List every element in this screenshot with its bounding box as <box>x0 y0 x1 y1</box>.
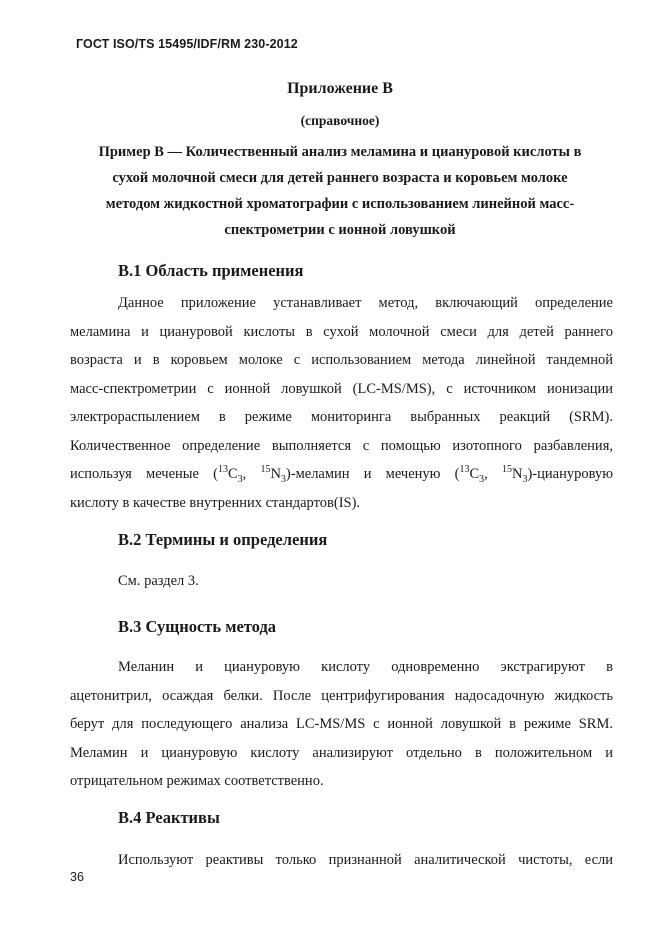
example-title-line: методом жидкостной хроматографии с использованием линейной масс- <box>105 196 575 212</box>
section-heading-b2: В.2 Термины и определения <box>118 530 328 549</box>
section-b3-paragraph <box>70 653 613 796</box>
example-title-line: сухой молочной смеси для детей раннего возраста и коровьем молоке <box>112 170 568 186</box>
paragraph-line: Данное приложение устанавливает метод, включающий определение <box>118 295 613 311</box>
paragraph-line: Меламин и циануровую кислоту анализируют отдельно в положительном и <box>70 744 613 761</box>
section-b2-text: См. раздел 3. <box>118 573 199 589</box>
example-title <box>70 139 610 243</box>
example-title-line: Пример В — Количественный анализ меламина и циануровой кислоты в <box>98 144 582 160</box>
paragraph-line: Меланин и циануровую кислоту одновременно экстрагируют в <box>118 659 613 675</box>
paragraph-line: отрицательном режимах соответственно. <box>70 773 324 789</box>
paragraph-line: возраста и в коровьем молоке с использованием метода линейной тандемной <box>70 352 613 368</box>
annex-title: Приложение В <box>287 80 393 97</box>
paragraph-line: масс-спектрометрии с ионной ловушкой (LC-MS/MS), с источником ионизации <box>70 380 613 397</box>
example-title-line: спектрометрии с ионной ловушкой <box>224 222 456 238</box>
annex-type: (справочное) <box>300 113 380 128</box>
section-heading-b4: В.4 Реактивы <box>118 808 220 827</box>
paragraph-line: Используют реактивы только признанной аналитической чистоты, если <box>118 852 613 868</box>
paragraph-line: электрораспылением в режиме мониторинга выбранных реакций (SRM). <box>70 409 613 425</box>
section-b1-paragraph <box>70 289 613 517</box>
paragraph-line-with-isotopes: используя меченые ($^{13}C_3$, $^{15}N_3$)-меламин и меченую ($^{13}C_3$, $^{15}N_3$)-циануровую <box>70 464 614 485</box>
paragraph-line: кислоту в качестве внутренних стандартов(IS). <box>70 494 361 511</box>
paragraph-line: берут для последующего анализа LC-MS/MS с ионной ловушкой в режиме SRM. <box>70 716 613 732</box>
paragraph-line: меламина и циануровой кислоты в сухой молочной смеси для детей раннего <box>70 323 613 340</box>
section-heading-b1: В.1 Область применения <box>118 261 304 280</box>
paragraph-line: ацетонитрил, осаждая белки. После центрифугирования надосадочную жидкость <box>70 687 613 704</box>
paragraph-line: Количественное определение выполняется с помощью изотопного разбавления, <box>70 437 613 454</box>
document-header: ГОСТ ISO/TS 15495/IDF/RM 230-2012 <box>76 37 298 51</box>
section-heading-b3: В.3 Сущность метода <box>118 617 277 636</box>
page-number: 36 <box>70 870 84 884</box>
section-b4-paragraph <box>70 846 613 875</box>
